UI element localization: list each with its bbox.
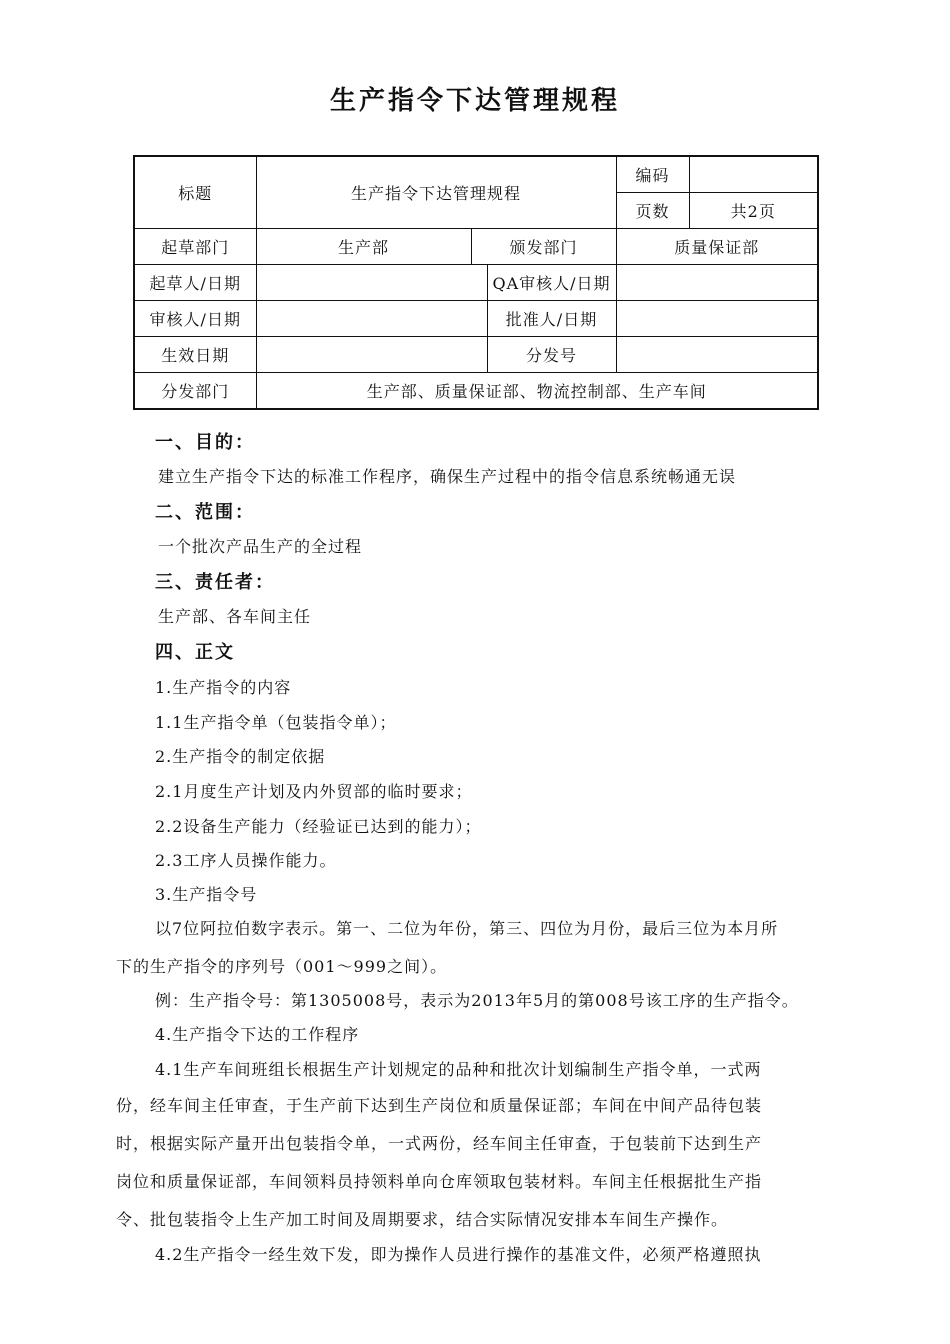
effective-date-value	[256, 336, 487, 372]
issue-dept-value: 质量保证部	[616, 228, 818, 264]
body-line: 4.1生产车间班组长根据生产计划规定的品种和批次计划编制生产指令单，一式两	[155, 1060, 762, 1079]
issue-dept-label: 颁发部门	[471, 228, 616, 264]
body-line: 时，根据实际产量开出包装指令单，一式两份，经车间主任审查，于包装前下达到生产	[116, 1134, 763, 1153]
pages-label: 页数	[616, 192, 689, 228]
draft-dept-label: 起草部门	[134, 228, 256, 264]
body-line: 4.2生产指令一经生效下发，即为操作人员进行操作的基准文件，必须严格遵照执	[155, 1245, 762, 1264]
code-label: 编码	[616, 156, 689, 192]
section-purpose-body: 建立生产指令下达的标准工作程序，确保生产过程中的指令信息系统畅通无误	[158, 467, 737, 486]
document-title: 生产指令下达管理规程	[329, 86, 620, 116]
body-line: 令、批包装指令上生产加工时间及周期要求，结合实际情况安排本车间生产操作。	[116, 1210, 729, 1229]
code-value	[689, 156, 818, 192]
body-line: 份，经车间主任审查，于生产前下达到生产岗位和质量保证部；车间在中间产品待包装	[116, 1096, 763, 1115]
body-line: 例：生产指令号：第1305008号，表示为2013年5月的第008号该工序的生产指令。	[155, 991, 799, 1010]
title-value: 生产指令下达管理规程	[256, 156, 616, 228]
approver-label: 批准人/日期	[487, 300, 616, 336]
section-scope-heading: 二、范围：	[155, 502, 255, 523]
reviewer-label: 审核人/日期	[134, 300, 256, 336]
section-responsible-heading: 三、责任者：	[155, 572, 275, 593]
reviewer-value	[256, 300, 487, 336]
dist-no-label: 分发号	[487, 336, 616, 372]
section-responsible-body: 生产部、各车间主任	[158, 607, 312, 626]
drafter-label: 起草人/日期	[134, 264, 256, 300]
body-line: 4.生产指令下达的工作程序	[155, 1025, 360, 1044]
body-line: 1.1生产指令单（包装指令单）；	[155, 713, 397, 732]
qa-reviewer-label: QA审核人/日期	[487, 264, 616, 300]
body-line: 3.生产指令号	[155, 885, 258, 904]
body-line: 2.1月度生产计划及内外贸部的临时要求；	[155, 782, 473, 801]
drafter-value	[256, 264, 487, 300]
body-line: 2.生产指令的制定依据	[155, 747, 326, 766]
title-label: 标题	[134, 156, 256, 228]
body-line: 2.3工序人员操作能力。	[155, 851, 337, 870]
qa-reviewer-value	[616, 264, 818, 300]
dist-dept-label: 分发部门	[134, 372, 256, 409]
body-line: 1.生产指令的内容	[155, 678, 292, 697]
effective-date-label: 生效日期	[134, 336, 256, 372]
document-info-table	[133, 155, 819, 410]
body-line: 以7位阿拉伯数字表示。第一、二位为年份，第三、四位为月份，最后三位为本月所	[155, 919, 779, 938]
section-scope-body: 一个批次产品生产的全过程	[158, 537, 363, 556]
approver-value	[616, 300, 818, 336]
body-line: 2.2设备生产能力（经验证已达到的能力）；	[155, 817, 482, 836]
pages-value: 共2页	[689, 192, 818, 228]
dist-dept-value: 生产部、质量保证部、物流控制部、生产车间	[256, 372, 818, 409]
section-main-heading: 四、正文	[155, 642, 235, 663]
draft-dept-value: 生产部	[256, 228, 471, 264]
body-line: 下的生产指令的序列号（001～999之间）。	[116, 957, 448, 976]
dist-no-value	[616, 336, 818, 372]
body-line: 岗位和质量保证部，车间领料员持领料单向仓库领取包装材料。车间主任根据批生产指	[116, 1172, 763, 1191]
section-purpose-heading: 一、目的：	[155, 432, 255, 453]
